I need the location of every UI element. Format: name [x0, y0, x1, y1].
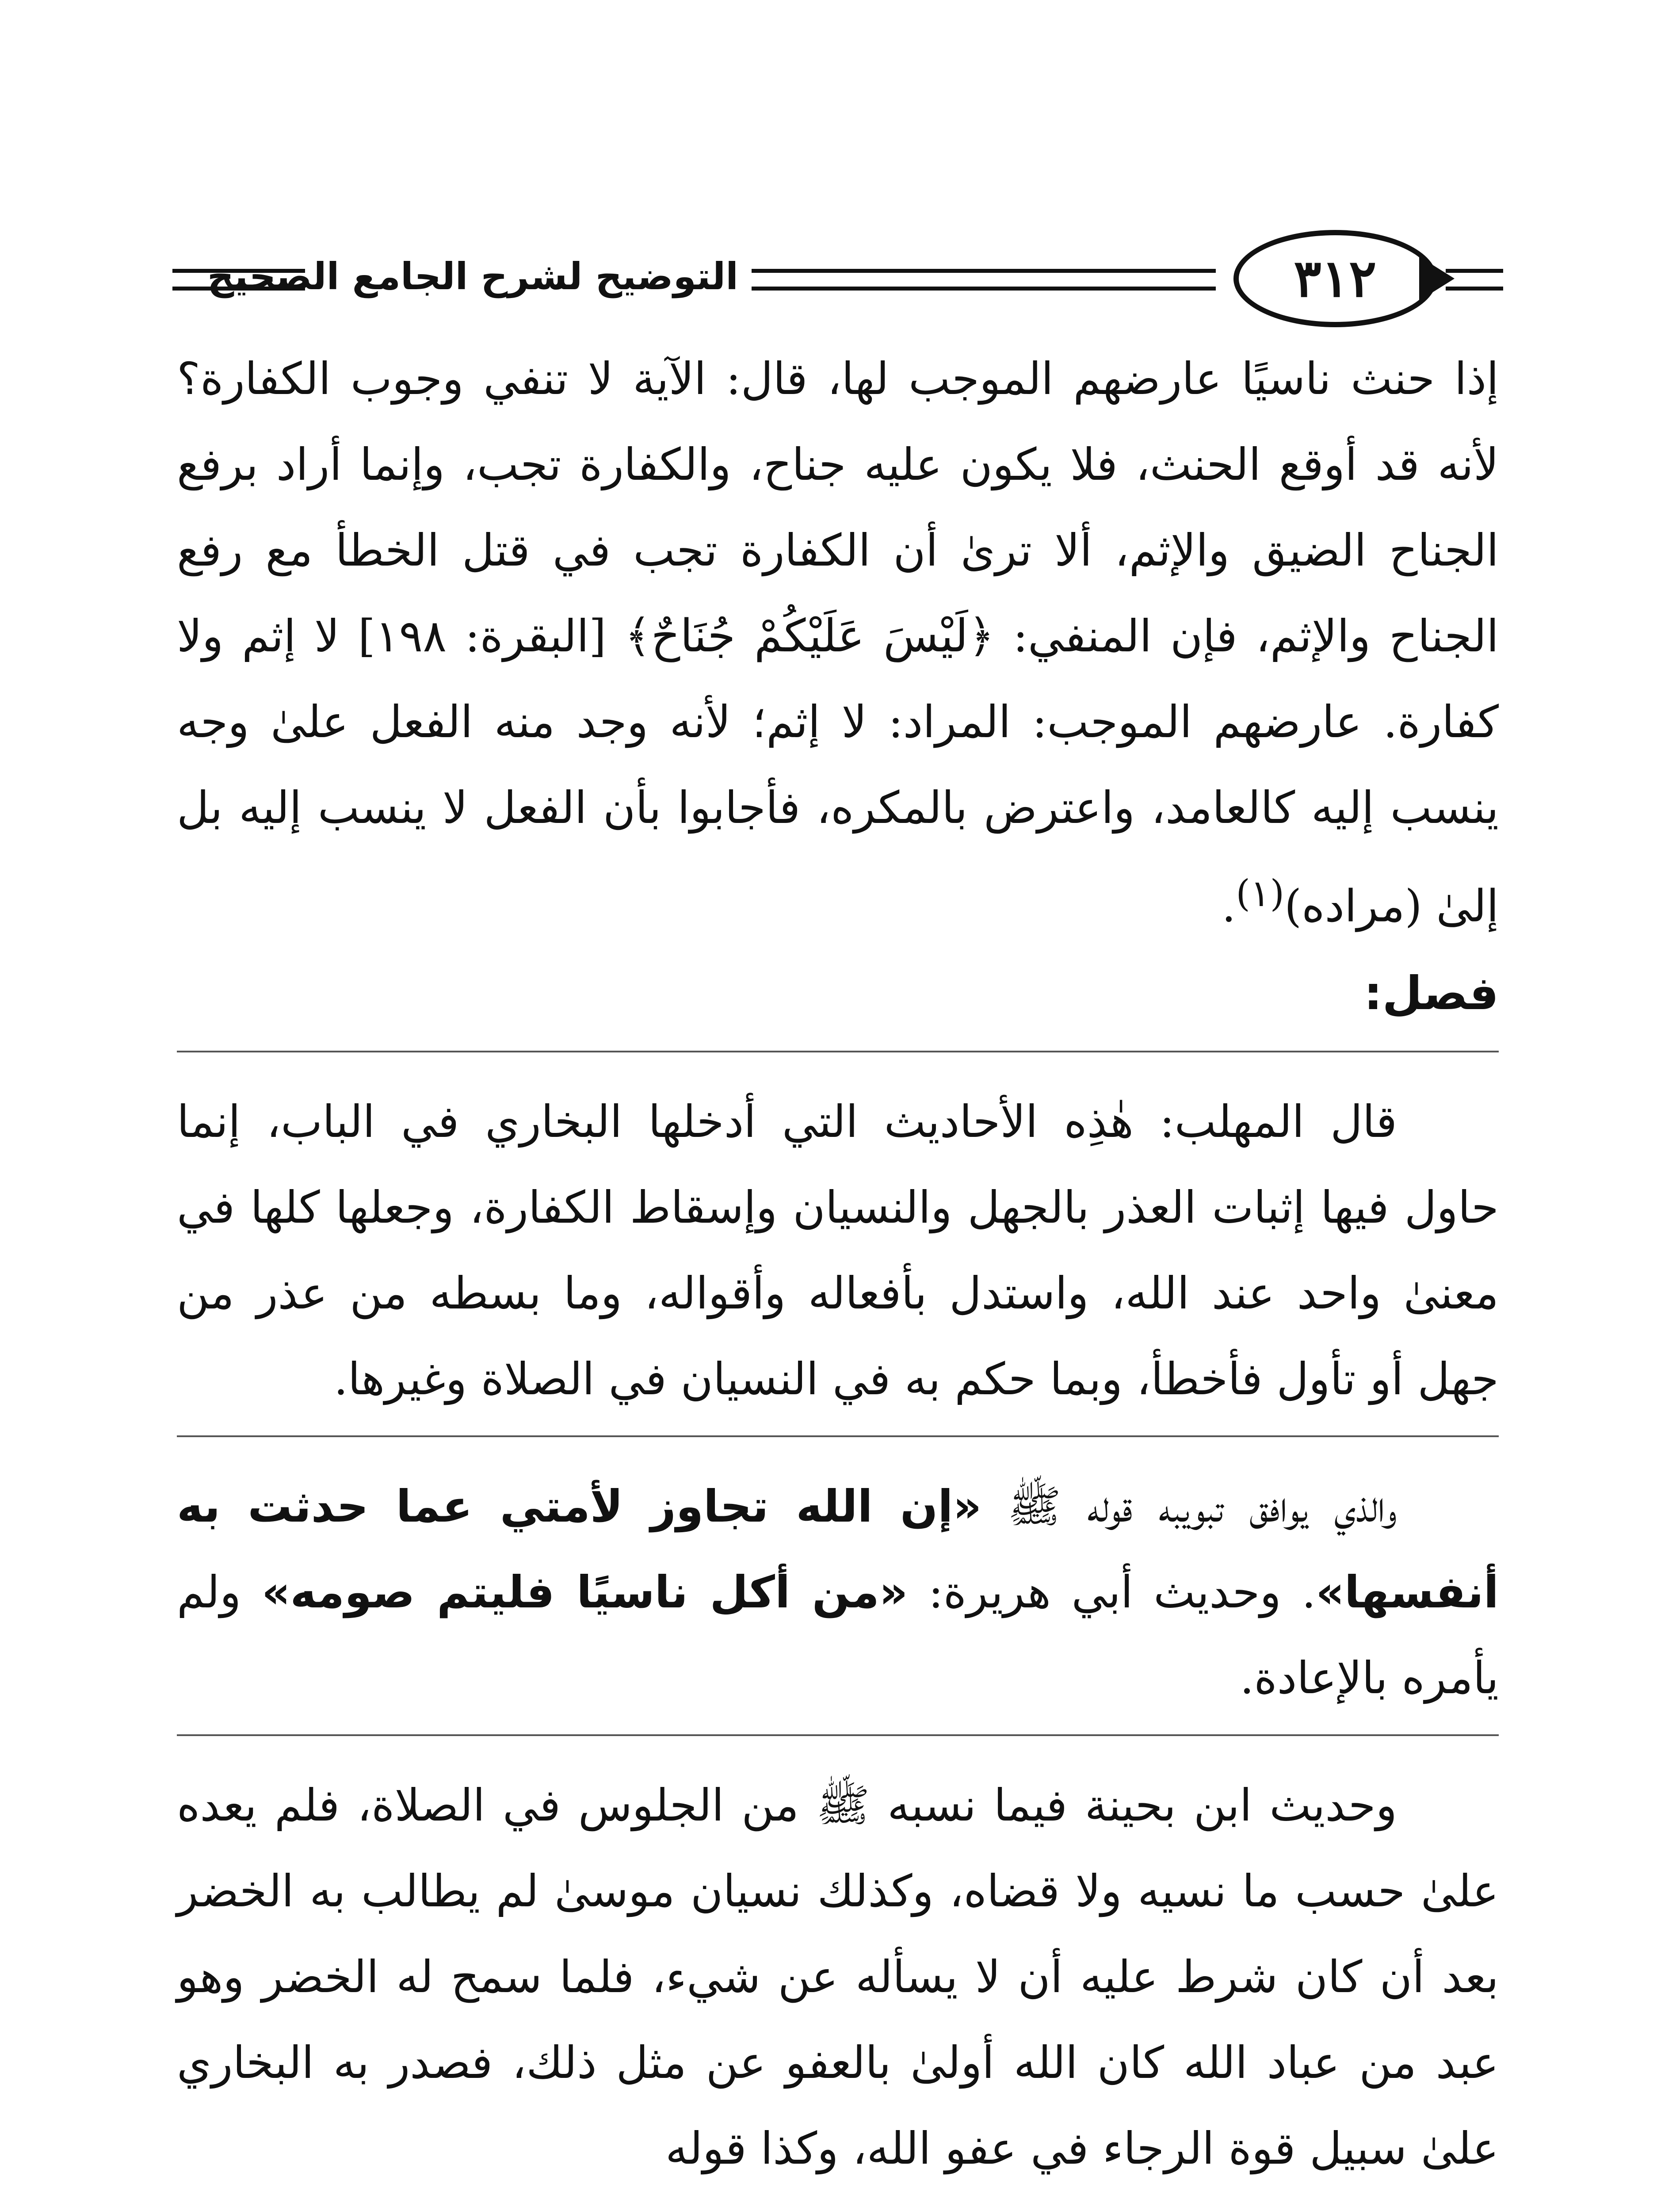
footnote-marker: (١): [1236, 872, 1285, 915]
paragraph-text: والذي يوافق تبويبه قوله ﷺ: [1008, 1480, 1397, 1533]
section-heading: فصل:: [1364, 966, 1499, 1021]
paragraph-divider: [177, 1435, 1499, 1437]
quran-verse: ﴿لَيْسَ عَلَيْكُمْ جُنَاحٌ﴾: [624, 610, 995, 662]
paragraph-divider: [177, 1734, 1499, 1736]
page-header: [172, 230, 1503, 336]
verse-reference: [البقرة: ١٩٨]: [358, 610, 607, 662]
section-divider: [177, 1051, 1499, 1052]
header-rule: [1446, 269, 1503, 273]
hadith-quote: «من أكل ناسيًا فليتم صومه»: [261, 1566, 908, 1618]
paragraph: إذا حنث ناسيًا عارضهم الموجب لها، قال: الآية لا تنفي وجوب الكفارة؟ لأنه قد أوقع الحنث، فلا يكون عليه جناح، والكفارة تجب، وإنما أراد برفع الجناح الضيق والإثم، ألا ترىٰ أن الكفارة تجب في قتل الخطأ مع رفع الجناح والإثم، فإن المنفي: ﴿لَيْسَ عَلَيْكُمْ جُنَاحٌ﴾ [البقرة: ١٩٨] لا إثم ولا كفارة. عارضهم الموجب: المراد: لا إثم؛ لأنه وجد منه الفعل علىٰ وجه ينسب إليه كالعامد، واعترض بالمكره، فأجابوا بأن الفعل لا ينسب إليه بل إلىٰ (مراده)$^{(١)}$.: [177, 353, 1499, 932]
paragraph: [177, 1464, 1499, 1721]
paragraph-text: لا إثم ولا كفارة. عارضهم الموجب: المراد: لا إثم؛ لأنه وجد منه الفعل علىٰ وجه ينسب إليه كالعامد، واعترض بالمكره، فأجابوا بأن الفعل لا ينسب إليه بل إلىٰ (مراده): [177, 610, 1499, 932]
hadith-quote: «إن الله تجاوز لأمتي عما حدثت به أنفسها»: [177, 1480, 1499, 1618]
page-number: ٣١٢: [1294, 249, 1377, 309]
header-rule: [752, 287, 1216, 291]
paragraph-text: . وحديث أبي هريرة:: [928, 1566, 1316, 1618]
paragraph-text: ولم يأمره بالإعادة.: [177, 1566, 1499, 1704]
main-text: [177, 336, 1499, 2192]
badge-ornament: [1419, 256, 1455, 301]
header-rule: [752, 269, 1216, 273]
paragraph-text: إذا حنث ناسيًا عارضهم الموجب لها، قال: الآية لا تنفي وجوب الكفارة؟ لأنه قد أوقع الحنث، فلا يكون عليه جناح، والكفارة تجب، وإنما أراد برفع الجناح الضيق والإثم، ألا ترىٰ أن الكفارة تجب في قتل الخطأ مع رفع الجناح والإثم، فإن المنفي:: [177, 353, 1499, 662]
running-title: التوضيح لشرح الجامع الصحيح: [207, 255, 738, 298]
header-rule: [1446, 287, 1503, 291]
paragraph: قال المهلب: هٰذِه الأحاديث التي أدخلها البخاري في الباب، إنما حاول فيها إثبات العذر بالجهل والنسيان وإسقاط الكفارة، وجعلها كلها في معنىٰ واحد عند الله، واستدل بأفعاله وأقواله، وما بسطه من عذر من جهل أو تأول فأخطأ، وبما حكم به في النسيان في الصلاة وغيرها.: [177, 1096, 1499, 1405]
page-number-badge: [1233, 230, 1437, 327]
paragraph: وحديث ابن بحينة فيما نسبه ﷺ من الجلوس في الصلاة، فلم يعده علىٰ حسب ما نسيه ولا قضاه، وكذلك نسيان موسىٰ لم يطالب به الخضر بعد أن كان شرط عليه أن لا يسأله عن شيء، فلما سمح له الخضر وهو عبد من عباد الله كان الله أولىٰ بالعفو عن مثل ذلك، فصدر به البخاري علىٰ سبيل قوة الرجاء في عفو الله، وكذا قوله: [177, 1779, 1499, 2175]
